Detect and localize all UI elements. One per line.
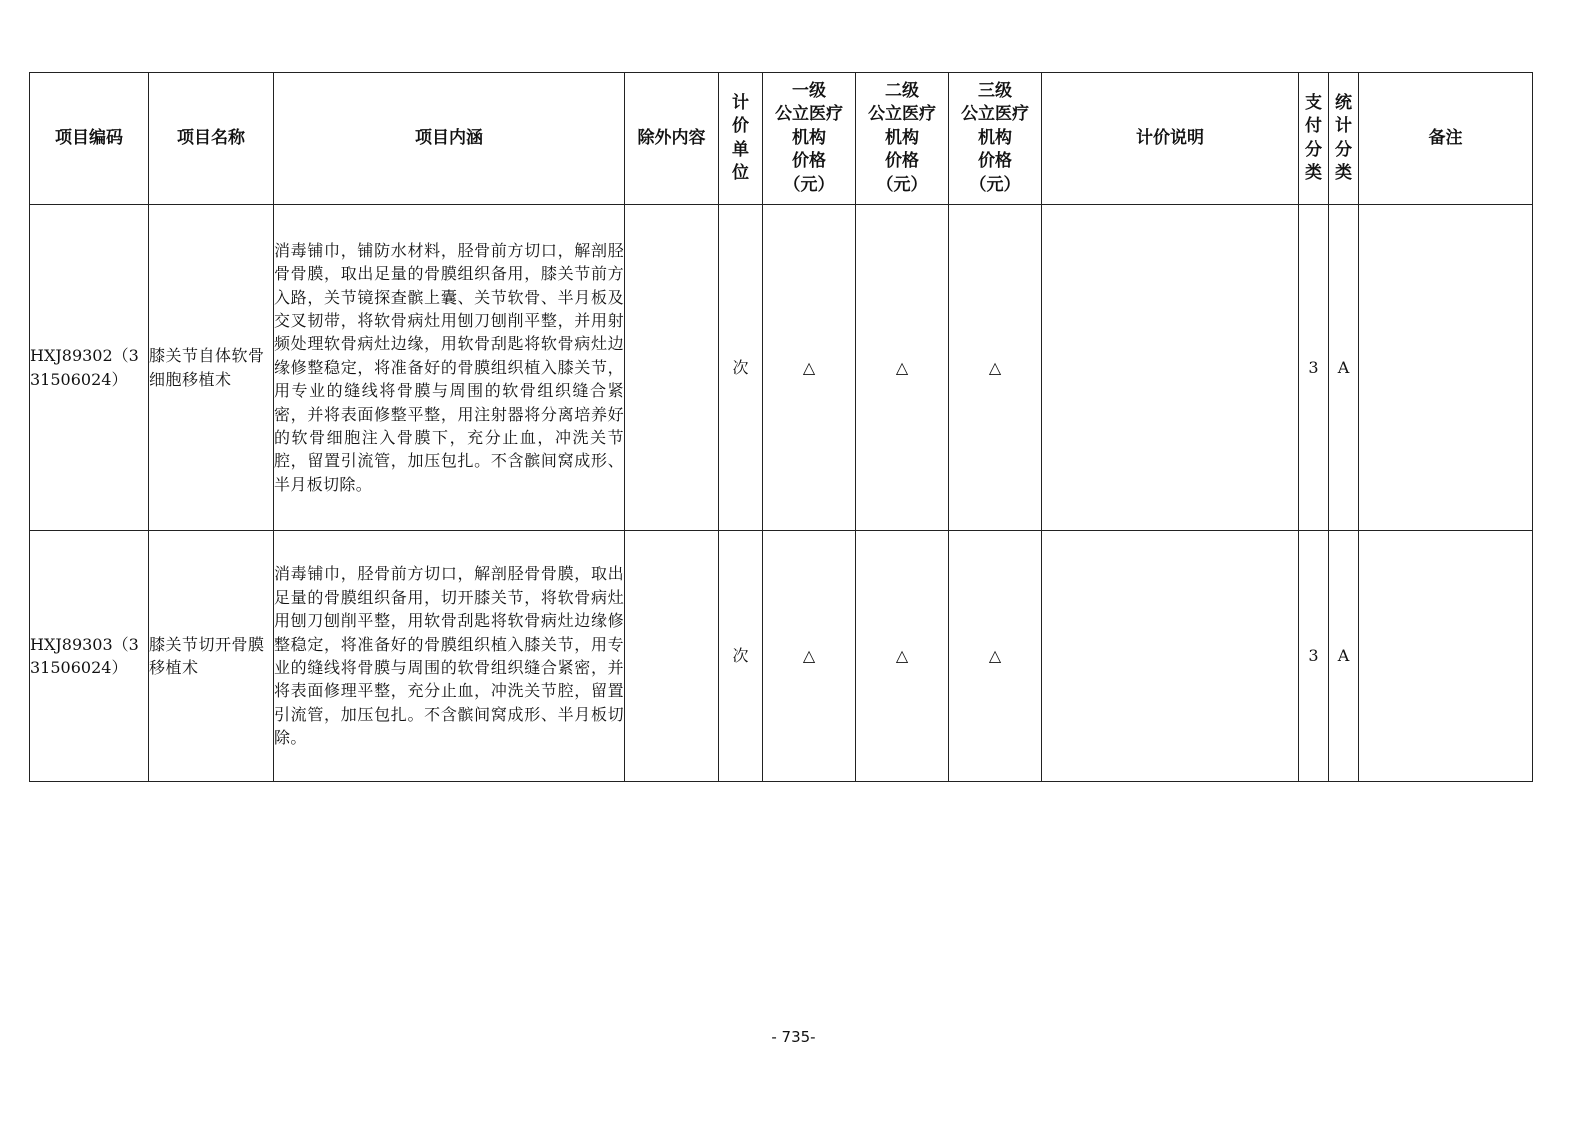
cell-name: 膝关节切开骨膜移植术 — [149, 531, 274, 782]
header-name: 项目名称 — [149, 73, 274, 205]
cell-exclusions — [625, 531, 719, 782]
cell-level1-price: △ — [763, 205, 856, 531]
price-table — [29, 72, 1533, 782]
cell-pricing-note — [1042, 205, 1299, 531]
table-row — [30, 531, 1533, 782]
cell-stat-category: A — [1329, 205, 1359, 531]
cell-level3-price: △ — [949, 205, 1042, 531]
header-pricing-note: 计价说明 — [1042, 73, 1299, 205]
header-level1-label: 一级 公立医疗 机构 价格 （元） — [775, 80, 843, 195]
header-row — [30, 73, 1533, 205]
cell-code: HXJ89302（331506024） — [30, 205, 149, 531]
header-level1-price — [763, 73, 856, 205]
cell-unit: 次 — [719, 531, 763, 782]
cell-level2-price: △ — [856, 205, 949, 531]
header-level2-label: 二级 公立医疗 机构 价格 （元） — [868, 80, 936, 195]
header-unit-label: 计价单位 — [732, 92, 749, 183]
cell-payment-category: 3 — [1299, 531, 1329, 782]
cell-level3-price: △ — [949, 531, 1042, 782]
header-payment-label: 支付分类 — [1305, 92, 1322, 183]
cell-content: 消毒铺巾，铺防水材料，胫骨前方切口，解剖胫骨骨膜，取出足量的骨膜组织备用，膝关节前方入路，关节镜探查髌上囊、关节软骨、半月板及交叉韧带，将软骨病灶用刨刀刨削平整，并用射频处理软骨病灶边缘，用软骨刮匙将软骨病灶边缘修整稳定，将准备好的骨膜组织植入膝关节，用专业的缝线将骨膜与周围的软骨组织缝合紧密，并将表面修整平整，用注射器将分离培养好的软骨细胞注入骨膜下，充分止血，冲洗关节腔，留置引流管，加压包扎。不含髌间窝成形、半月板切除。 — [274, 205, 625, 531]
cell-level2-price: △ — [856, 531, 949, 782]
header-exclusions: 除外内容 — [625, 73, 719, 205]
cell-name: 膝关节自体软骨细胞移植术 — [149, 205, 274, 531]
header-stat-category — [1329, 73, 1359, 205]
cell-remarks — [1359, 205, 1533, 531]
header-payment-category — [1299, 73, 1329, 205]
cell-code: HXJ89303（331506024） — [30, 531, 149, 782]
header-content: 项目内涵 — [274, 73, 625, 205]
cell-remarks — [1359, 531, 1533, 782]
table-row — [30, 205, 1533, 531]
header-level3-price — [949, 73, 1042, 205]
cell-stat-category: A — [1329, 531, 1359, 782]
header-unit — [719, 73, 763, 205]
header-stat-label: 统计分类 — [1335, 92, 1352, 183]
header-code: 项目编码 — [30, 73, 149, 205]
cell-unit: 次 — [719, 205, 763, 531]
cell-pricing-note — [1042, 531, 1299, 782]
cell-content: 消毒铺巾，胫骨前方切口，解剖胫骨骨膜，取出足量的骨膜组织备用，切开膝关节，将软骨病灶用刨刀刨削平整，用软骨刮匙将软骨病灶边缘修整稳定，将准备好的骨膜组织植入膝关节，用专业的缝线将骨膜与周围的软骨组织缝合紧密，并将表面修理平整，充分止血，冲洗关节腔，留置引流管，加压包扎。不含髌间窝成形、半月板切除。 — [274, 531, 625, 782]
cell-level1-price: △ — [763, 531, 856, 782]
header-level2-price — [856, 73, 949, 205]
cell-exclusions — [625, 205, 719, 531]
cell-payment-category: 3 — [1299, 205, 1329, 531]
page-number: - 735- — [771, 1028, 816, 1046]
header-remarks: 备注 — [1359, 73, 1533, 205]
header-level3-label: 三级 公立医疗 机构 价格 （元） — [961, 80, 1029, 195]
